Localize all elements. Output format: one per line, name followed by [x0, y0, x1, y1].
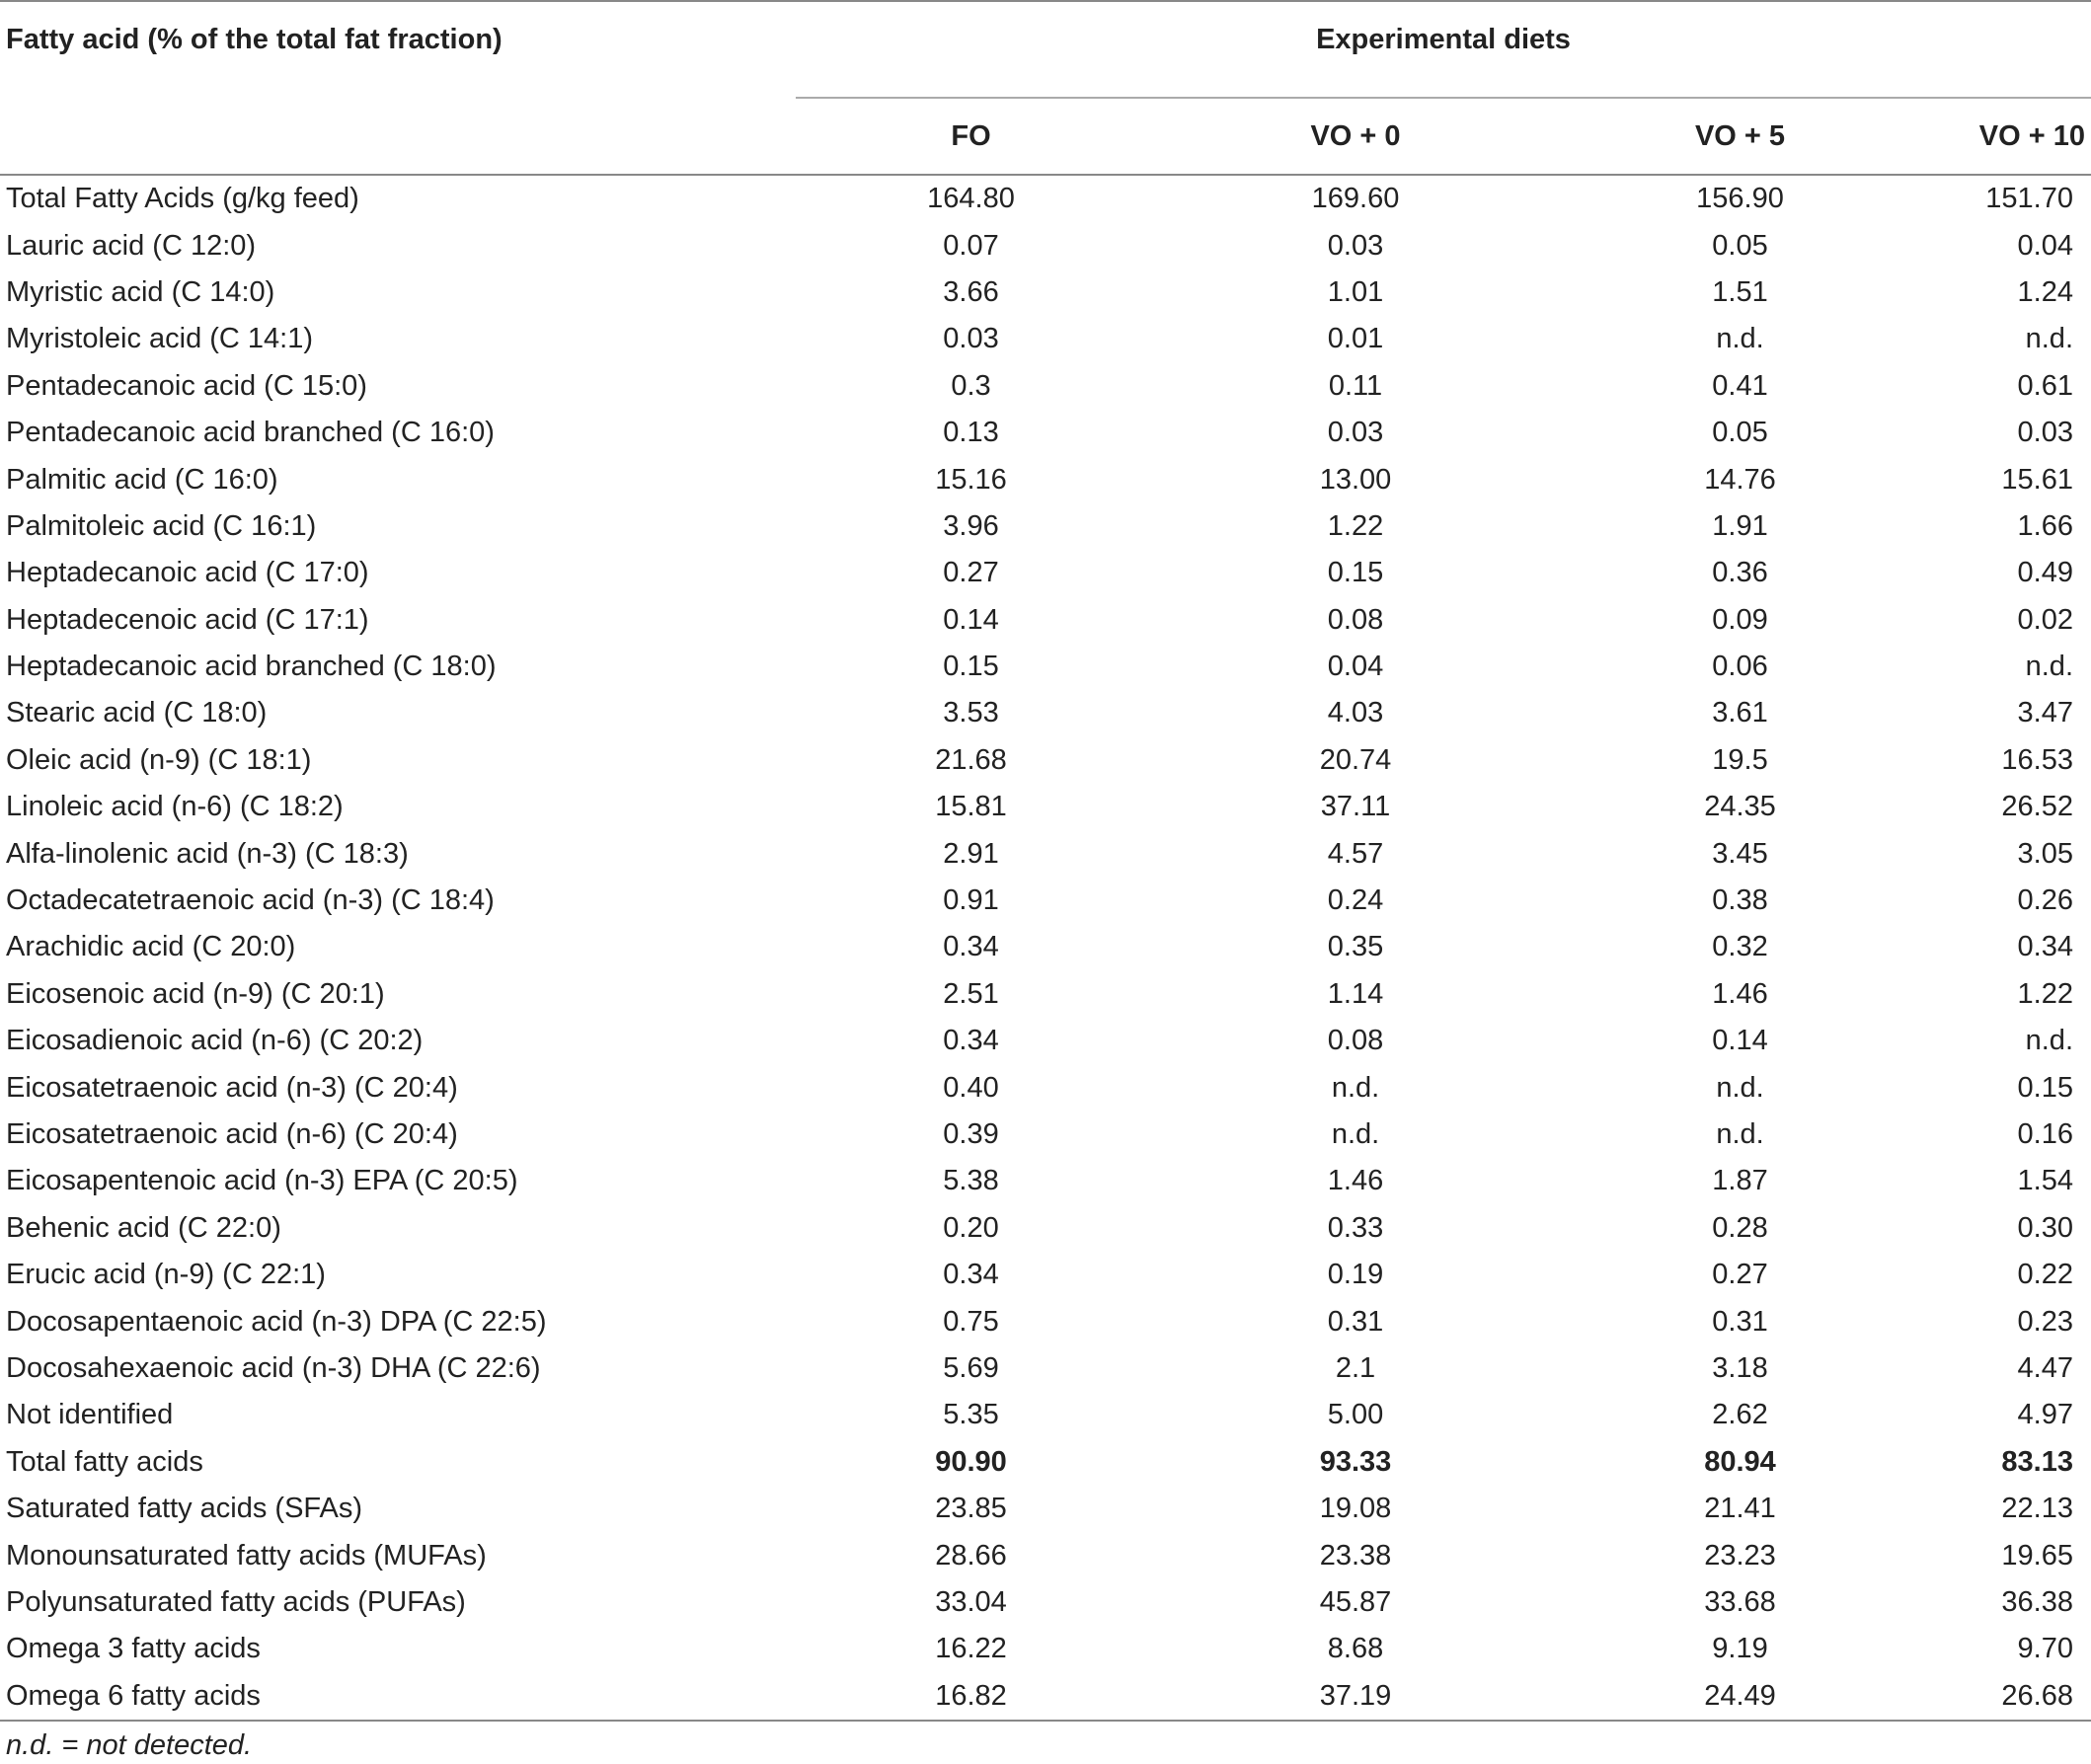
cell-fo: 15.16 — [935, 463, 1007, 496]
row-label: Palmitoleic acid (C 16:1) — [6, 509, 317, 542]
cell-vo-0: 0.08 — [1327, 1025, 1384, 1057]
cell-vo-0: 0.08 — [1327, 603, 1384, 636]
cell-vo-10: 0.16 — [2017, 1118, 2073, 1150]
cell-fo: 3.66 — [943, 275, 999, 308]
table-row — [0, 1158, 2091, 1204]
cell-vo-10: 0.03 — [2017, 417, 2073, 449]
cell-vo-5: 0.31 — [1712, 1305, 1768, 1338]
table-row — [0, 597, 2091, 644]
cell-fo: 15.81 — [935, 791, 1007, 823]
cell-fo: 0.13 — [943, 417, 999, 449]
header-group-row — [0, 1, 2091, 98]
cell-vo-10: 151.70 — [1985, 183, 2073, 215]
cell-vo-0: 4.57 — [1327, 837, 1384, 870]
cell-vo-10: 1.24 — [2017, 275, 2073, 308]
row-label: Eicosadienoic acid (n-6) (C 20:2) — [6, 1025, 424, 1057]
table-row — [0, 1439, 2091, 1486]
cell-fo: 0.27 — [943, 557, 999, 589]
cell-vo-0: 1.01 — [1327, 275, 1384, 308]
table-row — [0, 1064, 2091, 1111]
cell-vo-5: 1.46 — [1712, 977, 1768, 1010]
row-label: Not identified — [6, 1399, 174, 1431]
cell-vo-0: 0.31 — [1327, 1305, 1384, 1338]
cell-vo-0: 0.03 — [1327, 229, 1384, 262]
cell-vo-5: 1.87 — [1712, 1165, 1768, 1197]
experimental-diets-header: Experimental diets — [796, 1, 2091, 98]
cell-vo-5: 2.62 — [1712, 1399, 1768, 1431]
table-row — [0, 1486, 2091, 1532]
row-label: Erucic acid (n-9) (C 22:1) — [6, 1259, 326, 1291]
cell-fo: 0.20 — [943, 1211, 999, 1244]
cell-vo-10: 1.66 — [2017, 509, 2073, 542]
row-label: Behenic acid (C 22:0) — [6, 1211, 281, 1244]
cell-vo-5: n.d. — [1716, 1118, 1764, 1150]
cell-vo-5: 0.05 — [1712, 417, 1768, 449]
cell-fo: 0.03 — [943, 323, 999, 355]
table-row — [0, 1298, 2091, 1344]
table-row — [0, 1205, 2091, 1252]
cell-vo-0: 0.04 — [1327, 651, 1384, 683]
row-label: Total fatty acids — [6, 1445, 203, 1478]
table-row — [0, 1392, 2091, 1438]
cell-vo-0: 93.33 — [1319, 1445, 1392, 1478]
table-row — [0, 784, 2091, 830]
cell-fo: 0.34 — [943, 931, 999, 963]
cell-vo-5: 1.51 — [1712, 275, 1768, 308]
cell-vo-0: n.d. — [1331, 1071, 1380, 1104]
table-row — [0, 1673, 2091, 1721]
cell-vo-10: 83.13 — [2001, 1445, 2073, 1478]
row-label: Myristic acid (C 14:0) — [6, 275, 275, 308]
cell-vo-0: 4.03 — [1327, 697, 1384, 729]
table-body — [0, 175, 2091, 1721]
cell-fo: 28.66 — [935, 1539, 1007, 1572]
cell-vo-10: 4.97 — [2017, 1399, 2073, 1431]
cell-vo-0: 169.60 — [1311, 183, 1400, 215]
cell-vo-10: 22.13 — [2001, 1493, 2073, 1525]
column-header-fo: FO — [796, 98, 1146, 175]
cell-vo-0: 0.03 — [1327, 417, 1384, 449]
table-row — [0, 1579, 2091, 1626]
cell-fo: 0.14 — [943, 603, 999, 636]
cell-vo-10: 3.05 — [2017, 837, 2073, 870]
cell-fo: 5.38 — [943, 1165, 999, 1197]
table-row — [0, 971, 2091, 1018]
table-row — [0, 269, 2091, 316]
row-label: Polyunsaturated fatty acids (PUFAs) — [6, 1585, 466, 1618]
cell-vo-0: 19.08 — [1319, 1493, 1392, 1525]
row-label: Saturated fatty acids (SFAs) — [6, 1493, 363, 1525]
cell-fo: 2.51 — [943, 977, 999, 1010]
cell-vo-5: 21.41 — [1704, 1493, 1776, 1525]
cell-fo: 5.35 — [943, 1399, 999, 1431]
cell-vo-10: 0.15 — [2017, 1071, 2073, 1104]
cell-fo: 33.04 — [935, 1585, 1007, 1618]
row-label: Lauric acid (C 12:0) — [6, 229, 257, 262]
table-row — [0, 924, 2091, 970]
cell-fo: 23.85 — [935, 1493, 1007, 1525]
cell-vo-0: 0.15 — [1327, 557, 1384, 589]
table-header — [0, 1, 2091, 175]
cell-vo-5: 0.06 — [1712, 651, 1768, 683]
cell-vo-10: 1.22 — [2017, 977, 2073, 1010]
cell-vo-10: 0.30 — [2017, 1211, 2073, 1244]
row-label: Arachidic acid (C 20:0) — [6, 931, 296, 963]
label-column-spacer — [0, 98, 796, 175]
cell-vo-10: 26.52 — [2001, 791, 2073, 823]
cell-vo-0: 45.87 — [1319, 1585, 1392, 1618]
cell-vo-10: 0.26 — [2017, 884, 2073, 917]
cell-vo-0: 1.14 — [1327, 977, 1384, 1010]
row-label: Omega 3 fatty acids — [6, 1633, 261, 1665]
column-header-vo-0: VO + 0 — [1146, 98, 1565, 175]
table-row — [0, 1626, 2091, 1672]
column-header-vo-10: VO + 10 — [1915, 98, 2091, 175]
table-row — [0, 1252, 2091, 1298]
table-row — [0, 690, 2091, 736]
cell-vo-10: n.d. — [2025, 651, 2073, 683]
cell-vo-5: 80.94 — [1704, 1445, 1776, 1478]
cell-vo-5: 9.19 — [1712, 1633, 1768, 1665]
row-label: Heptadecanoic acid branched (C 18:0) — [6, 651, 497, 683]
cell-fo: 0.39 — [943, 1118, 999, 1150]
cell-vo-10: 36.38 — [2001, 1585, 2073, 1618]
cell-fo: 21.68 — [935, 743, 1007, 776]
cell-vo-0: 0.35 — [1327, 931, 1384, 963]
cell-fo: 0.07 — [943, 229, 999, 262]
cell-fo: 3.96 — [943, 509, 999, 542]
cell-vo-5: 0.05 — [1712, 229, 1768, 262]
cell-fo: 0.75 — [943, 1305, 999, 1338]
cell-vo-5: 0.32 — [1712, 931, 1768, 963]
cell-vo-0: 23.38 — [1319, 1539, 1392, 1572]
cell-vo-10: 16.53 — [2001, 743, 2073, 776]
row-label: Pentadecanoic acid branched (C 16:0) — [6, 417, 495, 449]
cell-fo: 16.82 — [796, 1673, 1146, 1721]
cell-vo-5: 0.27 — [1712, 1259, 1768, 1291]
row-label: Eicosatetraenoic acid (n-6) (C 20:4) — [6, 1118, 458, 1150]
cell-vo-0: 0.24 — [1327, 884, 1384, 917]
row-label: Eicosenoic acid (n-9) (C 20:1) — [6, 977, 385, 1010]
cell-fo: 0.15 — [943, 651, 999, 683]
cell-vo-10: 0.04 — [2017, 229, 2073, 262]
cell-fo: 90.90 — [935, 1445, 1007, 1478]
row-label: Omega 6 fatty acids — [0, 1673, 796, 1721]
column-header-vo-5: VO + 5 — [1565, 98, 1915, 175]
row-label: Palmitic acid (C 16:0) — [6, 463, 278, 496]
cell-vo-10: 26.68 — [1915, 1673, 2091, 1721]
cell-vo-5: 19.5 — [1712, 743, 1768, 776]
cell-vo-5: 23.23 — [1704, 1539, 1776, 1572]
cell-vo-0: 0.33 — [1327, 1211, 1384, 1244]
row-label: Heptadecenoic acid (C 17:1) — [6, 603, 369, 636]
table-row — [0, 644, 2091, 690]
cell-vo-0: 37.19 — [1146, 1673, 1565, 1721]
cell-vo-5: 0.28 — [1712, 1211, 1768, 1244]
cell-fo: 0.34 — [943, 1259, 999, 1291]
row-label: Oleic acid (n-9) (C 18:1) — [6, 743, 312, 776]
cell-vo-5: 1.91 — [1712, 509, 1768, 542]
row-label: Docosapentaenoic acid (n-3) DPA (C 22:5) — [6, 1305, 547, 1338]
cell-vo-0: n.d. — [1331, 1118, 1380, 1150]
cell-vo-5: 24.35 — [1704, 791, 1776, 823]
cell-vo-5: 3.18 — [1712, 1351, 1768, 1384]
cell-fo: 0.40 — [943, 1071, 999, 1104]
cell-vo-5: 0.41 — [1712, 369, 1768, 402]
row-label: Stearic acid (C 18:0) — [6, 697, 268, 729]
table-footnote: n.d. = not detected. — [6, 1729, 253, 1761]
row-label: Eicosatetraenoic acid (n-3) (C 20:4) — [6, 1071, 458, 1104]
table-row — [0, 737, 2091, 784]
table-row — [0, 1112, 2091, 1158]
row-label: Myristoleic acid (C 14:1) — [6, 323, 314, 355]
cell-fo: 16.22 — [935, 1633, 1007, 1665]
cell-fo: 164.80 — [927, 183, 1015, 215]
cell-fo: 0.3 — [951, 369, 991, 402]
cell-vo-0: 1.46 — [1327, 1165, 1384, 1197]
row-label: Pentadecanoic acid (C 15:0) — [6, 369, 367, 402]
cell-vo-0: 13.00 — [1319, 463, 1392, 496]
table-row — [0, 1018, 2091, 1064]
cell-vo-5: 0.14 — [1712, 1025, 1768, 1057]
cell-fo: 5.69 — [943, 1351, 999, 1384]
cell-vo-10: 9.70 — [2017, 1633, 2073, 1665]
cell-vo-5: 3.61 — [1712, 697, 1768, 729]
table-row — [0, 1345, 2091, 1392]
cell-vo-10: 0.34 — [2017, 931, 2073, 963]
cell-vo-10: 1.54 — [2017, 1165, 2073, 1197]
cell-vo-5: 0.36 — [1712, 557, 1768, 589]
cell-vo-0: 0.19 — [1327, 1259, 1384, 1291]
row-label: Docosahexaenoic acid (n-3) DHA (C 22:6) — [6, 1351, 541, 1384]
cell-fo: 3.53 — [943, 697, 999, 729]
cell-vo-0: 37.11 — [1320, 791, 1391, 823]
table-row — [0, 175, 2091, 222]
cell-vo-10: 4.47 — [2017, 1351, 2073, 1384]
cell-vo-0: 20.74 — [1319, 743, 1392, 776]
label-column-header: Fatty acid (% of the total fat fraction) — [0, 1, 796, 98]
cell-vo-10: 0.49 — [2017, 557, 2073, 589]
table-row — [0, 456, 2091, 502]
table-row — [0, 410, 2091, 456]
table-row — [0, 1532, 2091, 1578]
cell-vo-0: 5.00 — [1327, 1399, 1384, 1431]
cell-vo-5: n.d. — [1716, 1071, 1764, 1104]
table-row — [0, 503, 2091, 550]
table-row — [0, 550, 2091, 596]
row-label: Heptadecanoic acid (C 17:0) — [6, 557, 369, 589]
header-column-row — [0, 98, 2091, 175]
cell-vo-10: 3.47 — [2017, 697, 2073, 729]
table-row — [0, 316, 2091, 362]
cell-vo-5: 14.76 — [1704, 463, 1776, 496]
cell-vo-5: 33.68 — [1704, 1585, 1776, 1618]
cell-vo-10: 0.23 — [2017, 1305, 2073, 1338]
cell-fo: 2.91 — [943, 837, 999, 870]
cell-vo-5: 24.49 — [1565, 1673, 1915, 1721]
cell-vo-0: 1.22 — [1327, 509, 1384, 542]
cell-vo-0: 8.68 — [1327, 1633, 1384, 1665]
cell-vo-0: 0.01 — [1327, 323, 1384, 355]
cell-vo-10: n.d. — [2025, 323, 2073, 355]
row-label: Eicosapentenoic acid (n-3) EPA (C 20:5) — [6, 1165, 518, 1197]
table-row — [0, 878, 2091, 924]
row-label: Alfa-linolenic acid (n-3) (C 18:3) — [6, 837, 409, 870]
cell-fo: 0.91 — [943, 884, 999, 917]
row-label: Monounsaturated fatty acids (MUFAs) — [6, 1539, 487, 1572]
row-label: Octadecatetraenoic acid (n-3) (C 18:4) — [6, 884, 495, 917]
table-row — [0, 363, 2091, 410]
cell-vo-10: 0.02 — [2017, 603, 2073, 636]
cell-vo-5: 0.38 — [1712, 884, 1768, 917]
cell-vo-10: 19.65 — [2001, 1539, 2073, 1572]
cell-fo: 0.34 — [943, 1025, 999, 1057]
cell-vo-5: 3.45 — [1712, 837, 1768, 870]
cell-vo-5: 156.90 — [1696, 183, 1784, 215]
table-row — [0, 830, 2091, 877]
cell-vo-5: n.d. — [1716, 323, 1764, 355]
table-row — [0, 222, 2091, 268]
cell-vo-10: 0.61 — [2017, 369, 2073, 402]
cell-vo-10: n.d. — [2025, 1025, 2073, 1057]
row-label: Linoleic acid (n-6) (C 18:2) — [6, 791, 344, 823]
cell-vo-0: 0.11 — [1328, 369, 1383, 402]
row-label: Total Fatty Acids (g/kg feed) — [6, 183, 359, 215]
cell-vo-10: 0.22 — [2017, 1259, 2073, 1291]
cell-vo-5: 0.09 — [1712, 603, 1768, 636]
cell-vo-10: 15.61 — [2001, 463, 2073, 496]
cell-vo-0: 2.1 — [1335, 1351, 1376, 1384]
